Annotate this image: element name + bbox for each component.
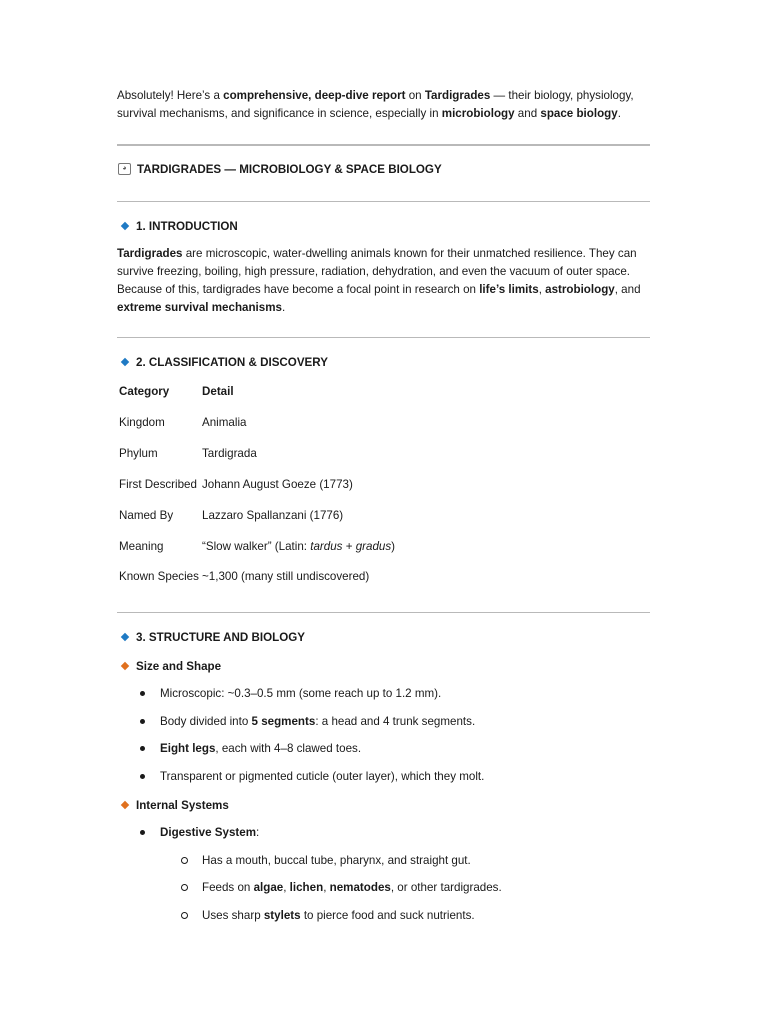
subheading-text: Size and Shape xyxy=(136,660,222,673)
cell-italic: gradus xyxy=(355,540,392,553)
intro-paragraph xyxy=(117,87,657,123)
section-heading xyxy=(117,219,238,235)
table-cell: Phylum xyxy=(119,447,158,460)
table-cell: Tardigrada xyxy=(202,447,257,460)
divider xyxy=(117,337,650,338)
column-header: Detail xyxy=(202,385,234,398)
para-text: , xyxy=(538,283,546,296)
table-cell: Johann August Goeze (1773) xyxy=(202,478,353,491)
intro-bold: Tardigrades xyxy=(424,89,491,102)
subheading-text: Internal Systems xyxy=(136,799,229,812)
diamond-bullet-icon xyxy=(121,662,129,670)
section-heading-text: 3. STRUCTURE AND BIOLOGY xyxy=(136,631,305,644)
bear-icon: ◕ xyxy=(118,163,131,175)
circle-bullet-icon xyxy=(181,912,188,919)
section-heading xyxy=(117,355,328,371)
table-cell: Lazzaro Spallanzani (1776) xyxy=(202,509,344,522)
intro-bold: space biology xyxy=(540,107,618,120)
list-item-text: Microscopic: ~0.3–0.5 mm (some reach up to 1.2 mm). xyxy=(160,687,442,700)
circle-bullet-icon xyxy=(181,884,188,891)
cell-text: + xyxy=(342,540,356,553)
intro-bold: comprehensive, deep-dive report xyxy=(223,89,406,102)
divider xyxy=(117,612,650,613)
list-item-text: , xyxy=(323,881,330,894)
para-bold: astrobiology xyxy=(545,283,615,296)
list-item-text: , xyxy=(283,881,290,894)
section-heading-text: 2. CLASSIFICATION & DISCOVERY xyxy=(136,356,328,369)
list-item-text: , each with 4–8 clawed toes. xyxy=(215,742,362,755)
list-item-bold: stylets xyxy=(263,909,301,922)
diamond-bullet-icon xyxy=(121,801,129,809)
table-cell: Animalia xyxy=(202,416,247,429)
list-item-bold: Eight legs xyxy=(160,742,216,755)
para-text: , and xyxy=(614,283,641,296)
intro-text: on xyxy=(405,89,425,102)
list-item xyxy=(160,686,441,702)
section-heading xyxy=(117,630,305,646)
bullet-icon xyxy=(140,719,145,724)
list-item-bold: 5 segments xyxy=(251,715,316,728)
table-cell: ~1,300 (many still undiscovered) xyxy=(202,570,370,583)
list-item xyxy=(160,741,361,757)
intro-text: Absolutely! Here’s a xyxy=(117,89,224,102)
list-item-text: Feeds on xyxy=(202,881,254,894)
circle-bullet-icon xyxy=(181,857,188,864)
divider xyxy=(117,201,650,202)
table-cell: Kingdom xyxy=(119,416,165,429)
subheading xyxy=(117,659,221,675)
list-item xyxy=(202,880,502,896)
column-header: Category xyxy=(119,385,170,398)
main-title-text: TARDIGRADES — MICROBIOLOGY & SPACE BIOLOGY xyxy=(137,163,442,176)
divider xyxy=(117,144,650,146)
para-bold: life’s limits xyxy=(479,283,539,296)
list-item-text: to pierce food and suck nutrients. xyxy=(300,909,475,922)
section1-paragraph xyxy=(117,245,657,317)
list-item xyxy=(160,825,259,841)
bullet-icon xyxy=(140,830,145,835)
bullet-icon xyxy=(140,746,145,751)
main-title xyxy=(117,162,442,178)
intro-text: . xyxy=(617,107,621,120)
list-item-bold: lichen xyxy=(289,881,324,894)
list-item xyxy=(160,714,475,730)
table-cell xyxy=(202,540,395,553)
list-item-text: Has a mouth, buccal tube, pharynx, and straight gut. xyxy=(202,854,471,867)
para-text: . xyxy=(282,301,286,314)
list-item-text: Body divided into xyxy=(160,715,252,728)
list-item-bold: Digestive System xyxy=(160,826,257,839)
table-cell: Meaning xyxy=(119,540,164,553)
para-bold: extreme survival mechanisms xyxy=(117,301,282,314)
list-item xyxy=(160,769,484,785)
list-item-text: Transparent or pigmented cuticle (outer layer), which they molt. xyxy=(160,770,485,783)
cell-text: ) xyxy=(391,540,396,553)
list-item-text: , or other tardigrades. xyxy=(390,881,502,894)
list-item-bold: nematodes xyxy=(329,881,391,894)
list-item xyxy=(202,908,475,924)
bullet-icon xyxy=(140,774,145,779)
subheading xyxy=(117,798,229,814)
bullet-icon xyxy=(140,691,145,696)
list-item-text: Uses sharp xyxy=(202,909,264,922)
table-cell: First Described xyxy=(119,478,197,491)
intro-bold: microbiology xyxy=(441,107,515,120)
list-item xyxy=(202,853,471,869)
para-text: are microscopic, water-dwelling animals known for their unmatched resilience. They can survive freezing, boiling, high pressure, radiation, dehydration, and even the vacuum of outer space. Because of this, tardigrades have become a focal point in research on xyxy=(117,247,637,296)
diamond-bullet-icon xyxy=(121,358,129,366)
diamond-bullet-icon xyxy=(121,633,129,641)
para-bold: Tardigrades xyxy=(117,247,183,260)
list-item-bold: algae xyxy=(253,881,284,894)
section-heading-text: 1. INTRODUCTION xyxy=(136,220,238,233)
table-cell: Known Species xyxy=(119,570,199,583)
intro-text: — their biology, physiology, survival mechanisms, and significance in science, especially in xyxy=(117,89,634,120)
cell-italic: tardus xyxy=(310,540,343,553)
table-cell: Named By xyxy=(119,509,174,522)
cell-text: “Slow walker” (Latin: xyxy=(202,540,311,553)
intro-text: and xyxy=(514,107,541,120)
diamond-bullet-icon xyxy=(121,222,129,230)
list-item-text: : xyxy=(256,826,260,839)
list-item-text: : a head and 4 trunk segments. xyxy=(315,715,476,728)
